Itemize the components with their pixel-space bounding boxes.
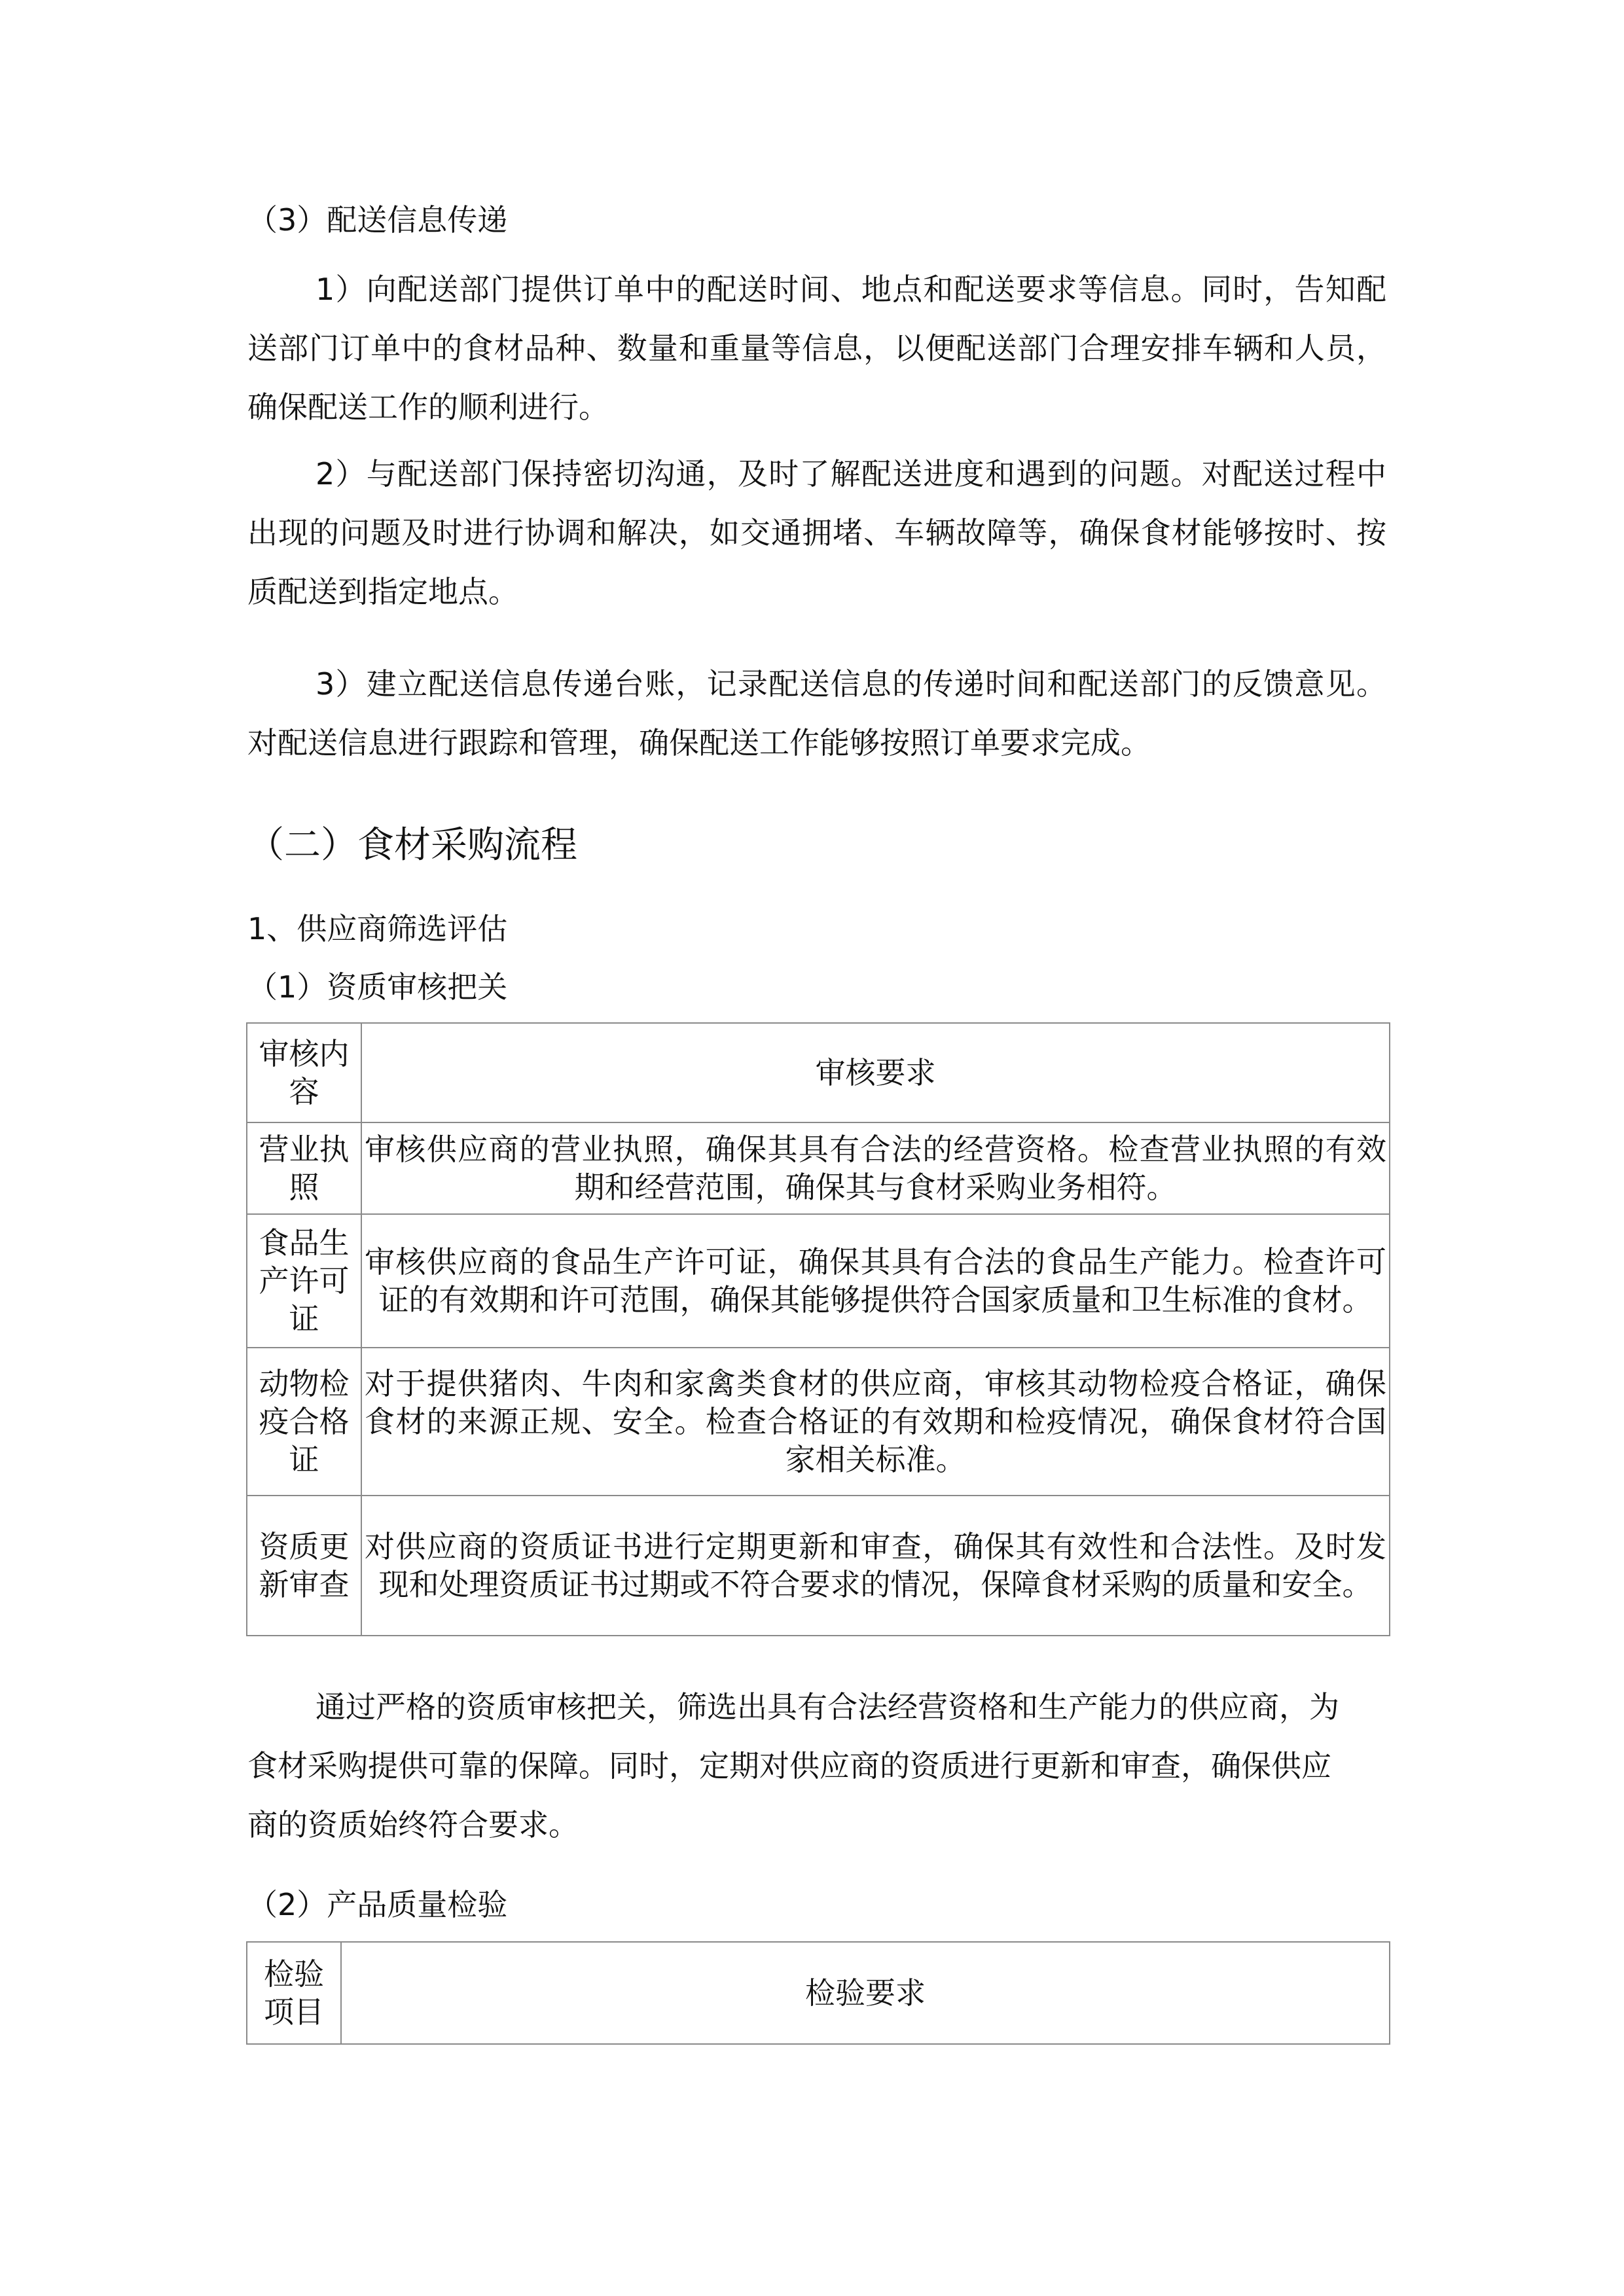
table-header-cell: 审核要求	[361, 1023, 1390, 1122]
paragraph-2: 2）与配送部门保持密切沟通，及时了解配送进度和遇到的问题。对配送过程中出现的问题及时进行协调和解决，如交通拥堵、车辆故障等，确保食材能够按时、按质配送到指定地点。	[247, 456, 1386, 609]
summary-paragraph: 通过严格的资质审核把关，筛选出具有合法经营资格和生产能力的供应商，为食材采购提供可靠的保障。同时，定期对供应商的资质进行更新和审查，确保供应商的资质始终符合要求。	[247, 1689, 1339, 1842]
subheading-delivery-info: （3）配送信息传递	[247, 202, 508, 238]
paragraph-1: 1）向配送部门提供订单中的配送时间、地点和配送要求等信息。同时，告知配送部门订单中的食材品种、数量和重量等信息，以便配送部门合理安排车辆和人员，确保配送工作的顺利进行。	[247, 272, 1386, 425]
table-row	[247, 1348, 1390, 1496]
table-cell-item: 动物检疫合格证	[247, 1348, 361, 1496]
item-supplier-screening: 1、供应商筛选评估	[247, 911, 508, 946]
table-header-row	[247, 1942, 1390, 2044]
inspection-table	[246, 1941, 1390, 2045]
table-row	[247, 1214, 1390, 1348]
qualification-table	[246, 1022, 1390, 1636]
table-cell-requirement: 审核供应商的营业执照，确保其具有合法的经营资格。检查营业执照的有效期和经营范围，确保其与食材采购业务相符。	[361, 1122, 1390, 1214]
table-cell-requirement: 对于提供猪肉、牛肉和家禽类食材的供应商，审核其动物检疫合格证，确保食材的来源正规、安全。检查合格证的有效期和检疫情况，确保食材符合国家相关标准。	[361, 1348, 1390, 1496]
table-row	[247, 1122, 1390, 1214]
subheading-quality-inspection: （2）产品质量检验	[247, 1887, 508, 1922]
table-header-row	[247, 1023, 1390, 1122]
paragraph-3: 3）建立配送信息传递台账，记录配送信息的传递时间和配送部门的反馈意见。对配送信息进行跟踪和管理，确保配送工作能够按照订单要求完成。	[247, 666, 1386, 761]
table-cell-item: 食品生产许可证	[247, 1214, 361, 1348]
subheading-qualification-review: （1）资质审核把关	[247, 969, 508, 1005]
table-row	[247, 1496, 1390, 1636]
table-cell-item: 资质更新审查	[247, 1496, 361, 1636]
table-cell-item: 营业执照	[247, 1122, 361, 1214]
table-header-cell: 审核内容	[247, 1023, 361, 1122]
table-header-cell: 检验项目	[247, 1942, 341, 2044]
section-heading-procurement: （二）食材采购流程	[247, 824, 577, 867]
table-cell-requirement: 审核供应商的食品生产许可证，确保其具有合法的食品生产能力。检查许可证的有效期和许可范围，确保其能够提供符合国家质量和卫生标准的食材。	[361, 1214, 1390, 1348]
table-cell-requirement: 对供应商的资质证书进行定期更新和审查，确保其有效性和合法性。及时发现和处理资质证书过期或不符合要求的情况，保障食材采购的质量和安全。	[361, 1496, 1390, 1636]
table-header-cell: 检验要求	[341, 1942, 1390, 2044]
